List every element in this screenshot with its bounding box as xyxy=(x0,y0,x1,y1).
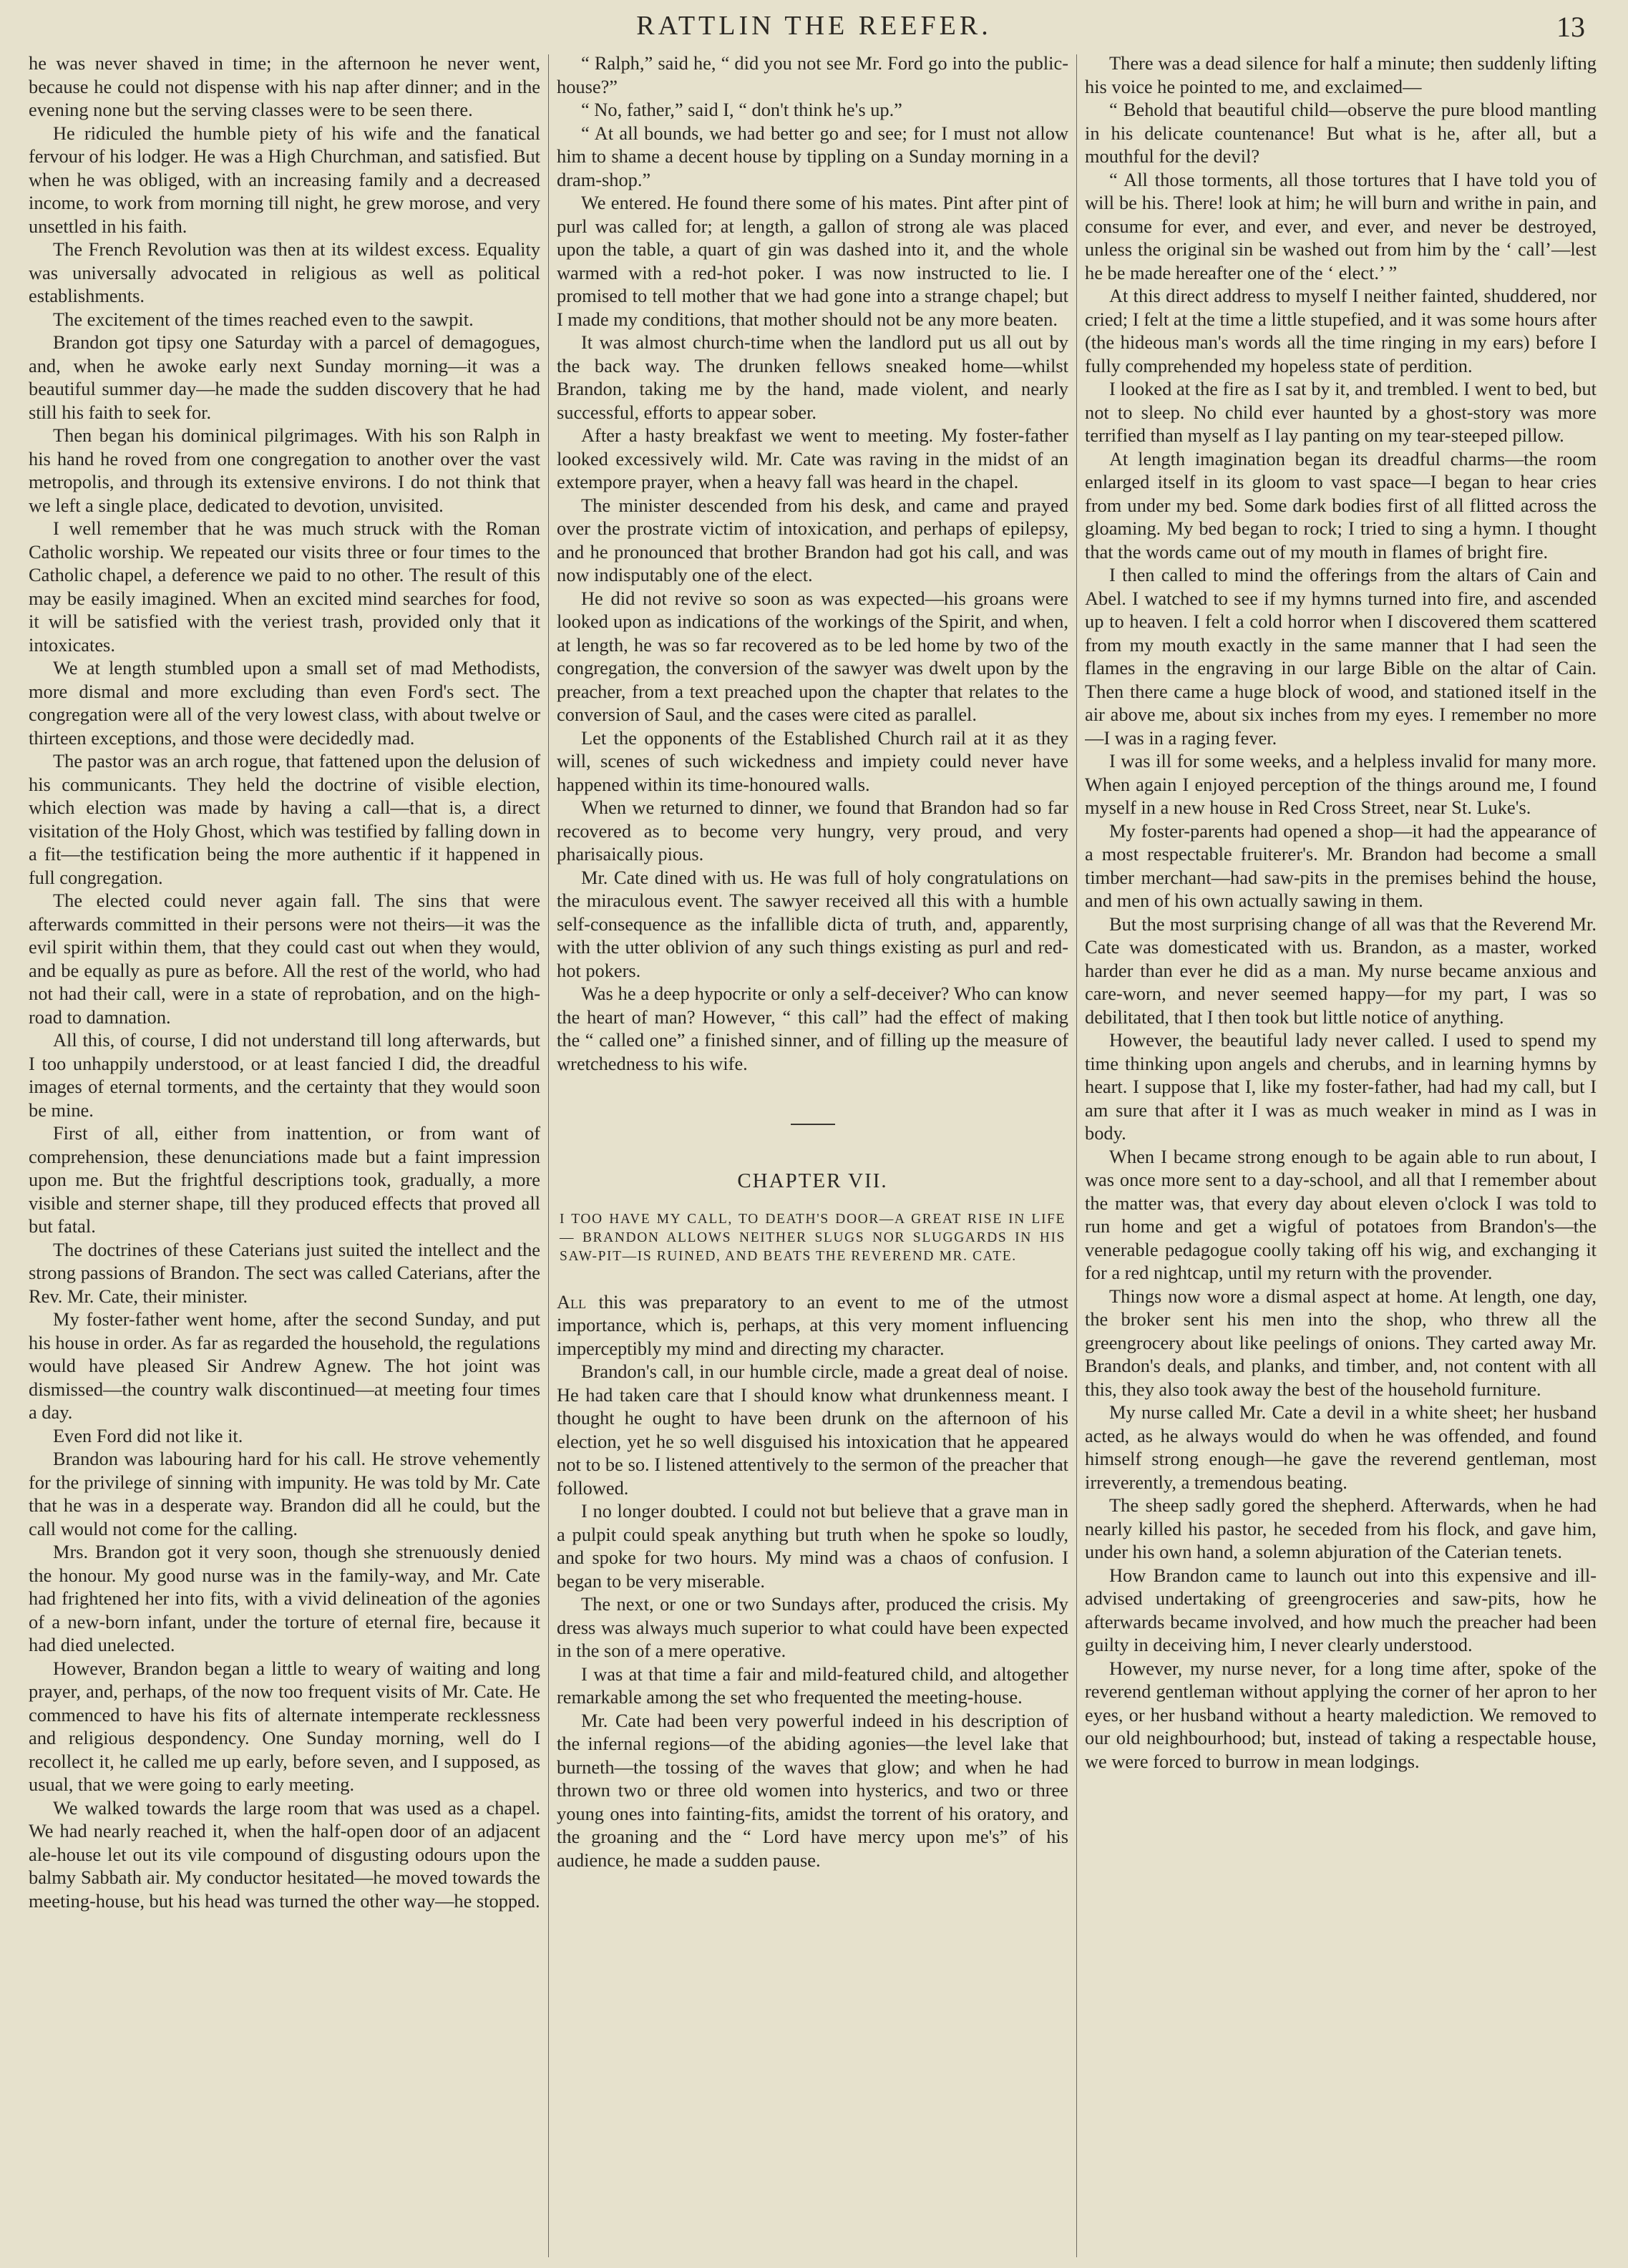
paragraph: The doctrines of these Caterians just suited the intellect and the strong passions of Brandon. The sect was called Caterians, after the Rev. Mr. Cate, their minister. xyxy=(29,1238,540,1307)
paragraph: He did not revive so soon as was expected—his groans were looked upon as indications of the workings of the Spirit, and when, at length, he was so far recovered as to be led home by two of the congregation, the conversion of the sawyer was dwelt upon by the preacher, from a text preached upon the chapter that relates to the conversion of Saul, and the cases were cited as parallel. xyxy=(557,587,1068,725)
paragraph: However, the beautiful lady never called. I used to spend my time thinking upon angels and cherubs, and in learning hymns by heart. I suppose that I, like my foster-father, had had my call, but I am sure that after it I was as much weaker in mind as I was in body. xyxy=(1085,1029,1597,1144)
paragraph: My foster-father went home, after the second Sunday, and put his house in order. As far as regarded the household, the regulations would have pleased Sir Andrew Agnew. The hot joint was dismissed—the country walk discontinued—at meeting four times a day. xyxy=(29,1308,540,1423)
paragraph: “ Ralph,” said he, “ did you not see Mr. Ford go into the public-house?” xyxy=(557,52,1068,97)
paragraph: When we returned to dinner, we found that Brandon had so far recovered as to become very hungry, very proud, and very pharisaically pious. xyxy=(557,797,1068,865)
column-middle-text-before xyxy=(557,52,1068,1075)
running-title: RATTLIN THE REEFER. xyxy=(636,11,992,41)
chapter-opening-paragraph xyxy=(557,1290,1068,1361)
paragraph: At this direct address to myself I neither fainted, shuddered, nor cried; I felt at the time a little stupefied, and it was some hours after (the hideous man's words all the time ringing in my ears) before I fully comprehended my hopeless state of perdition. xyxy=(1085,285,1597,376)
paragraph: Mr. Cate had been very powerful indeed in his description of the infernal regions—of the abiding agonies—the level lake that burneth—the tossing of the waves that glow; and when he had thrown two or three old women into hysterics, and two or three young ones into fainting-fits, amidst the torrent of his oratory, and the groaning and the “ Lord have mercy upon me's” of his audience, he made a sudden pause. xyxy=(557,1709,1068,1871)
paragraph: The elected could never again fall. The sins that were afterwards committed in their persons were not theirs—it was the evil spirit within them, that they could cast out when they would, and be equally as pure as before. All the rest of the world, who had not had their call, were in a state of reprobation, and on the high-road to damnation. xyxy=(29,890,540,1028)
paragraph: “ At all bounds, we had better go and see; for I must not allow him to shame a decent house by tippling on a Sunday morning in a dram-shop.” xyxy=(557,122,1068,190)
paragraph: First of all, either from inattention, or from want of comprehension, these denunciations made but a faint impression upon me. But the frightful descriptions took, gradually, a more visible and sterner shape, till they produced effects that proved all but fatal. xyxy=(29,1122,540,1237)
column-middle-text-after xyxy=(557,1360,1068,1872)
paragraph: Mrs. Brandon got it very soon, though she strenuously denied the honour. My good nurse was in the family-way, and Mr. Cate had frightened her into fits, with a vivid delineation of the agonies of a new-born infant, under the torture of eternal fire, because it had died unelected. xyxy=(29,1541,540,1655)
paragraph: Mr. Cate dined with us. He was full of holy congratulations on the miraculous event. The sawyer received all this with a humble self-consequence as the infallible dicta of truth, and, apparently, with the utter oblivion of any such things existing as purl and red-hot pokers. xyxy=(557,866,1068,981)
paragraph: The next, or one or two Sundays after, produced the crisis. My dress was always much superior to what could have been expected in the son of a mere operative. xyxy=(557,1593,1068,1661)
column-rule xyxy=(548,54,549,2257)
paragraph: After a hasty breakfast we went to meeting. My foster-father looked excessively wild. Mr. Cate was raving in the midst of an extempore prayer, when a heavy fall was heard in the chapel. xyxy=(557,424,1068,492)
page-header xyxy=(29,10,1599,44)
paragraph: The minister descended from his desk, and came and prayed over the prostrate victim of intoxication, and perhaps of epilepsy, and he pronounced that brother Brandon had got his call, and was now indisputably one of the elect. xyxy=(557,494,1068,585)
paragraph: Was he a deep hypocrite or only a self-deceiver? Who can know the heart of man? However, “ this call” had the effect of making the “ called one” a finished sinner, and of filling up the measure of wretchedness to his wife. xyxy=(557,983,1068,1074)
paragraph: But the most surprising change of all was that the Reverend Mr. Cate was domesticated with us. Brandon, as a master, worked harder than ever he did as a man. My nurse became anxious and care-worn, and never seemed happy—for my part, I was so debilitated, that I then took but little notice of anything. xyxy=(1085,912,1597,1028)
paragraph: However, my nurse never, for a long time after, spoke of the reverend gentleman without applying the corner of her apron to her eyes, or her husband without a hearty malediction. We removed to our old neighbourhood; but, instead of taking a respectable house, we were forced to burrow in mean lodgings. xyxy=(1085,1657,1597,1772)
paragraph: “ No, father,” said I, “ don't think he's up.” xyxy=(581,99,902,120)
column-rule xyxy=(1076,54,1077,2257)
column-left xyxy=(29,52,540,2256)
paragraph: Brandon was labouring hard for his call. He strove vehemently for the privilege of sinning with impunity. He was told by Mr. Cate that he was in a desperate way. Brandon did all he could, but the call would not come for the calling. xyxy=(29,1448,540,1539)
paragraph: At length imagination began its dreadful charms—the room enlarged itself in its gloom to vast space—I began to hear cries from under my bed. Some dark bodies first of all flitted across the gloaming. My bed began to rock; I tried to sing a hymn. I thought that the words came out of my mouth in flames of bright fire. xyxy=(1085,447,1597,563)
column-right xyxy=(1085,52,1597,2256)
paragraph: Things now wore a dismal aspect at home. At length, one day, the broker sent his men into the shop, who threw all the greengrocery about like peelings of onions. They carted away Mr. Brandon's deals, and planks, and timber, and, not content with all this, they also took away the best of the household furniture. xyxy=(1085,1285,1597,1400)
paragraph: We entered. He found there some of his mates. Pint after pint of purl was called for; at length, a gallon of strong ale was placed upon the table, a quart of gin was dashed into it, and the whole warmed with a red-hot poker. I was now instructed to lie. I promised to tell mother that we had gone into a strange chapel; but I made my conditions, that mother should not be any more beaten. xyxy=(557,192,1068,330)
paragraph: My foster-parents had opened a shop—it had the appearance of a most respectable fruiterer's. Mr. Brandon had become a small timber merchant—had saw-pits in the premises behind the house, and men of his own actually sawing in them. xyxy=(1085,819,1597,911)
paragraph: I well remember that he was much struck with the Roman Catholic worship. We repeated our visits three or four times to the Catholic chapel, a deference we paid to no other. The result of this may be easily imagined. When an excited mind searches for food, it will be satisfied with the veriest trash, provided only that it intoxicates. xyxy=(29,517,540,656)
paragraph: Let the opponents of the Established Church rail at it as they will, scenes of such wickedness and impiety could never have happened within its time-honoured walls. xyxy=(557,726,1068,795)
paragraph: The pastor was an arch rogue, that fattened upon the delusion of his communicants. They held the doctrine of visible election, which election was made by having a call—that is, a direct visitation of the Holy Ghost, which was testified by falling down in a fit—the testification being the more authentic if it happened in full congregation. xyxy=(29,750,540,888)
paragraph: I was at that time a fair and mild-featured child, and altogether remarkable among the set who frequented the meeting-house. xyxy=(557,1663,1068,1708)
paragraph: I no longer doubted. I could not but believe that a grave man in a pulpit could speak anything but truth when he spoke so loudly, and spoke for two hours. My mind was a chaos of confusion. I began to be very miserable. xyxy=(557,1500,1068,1592)
paragraph: The sheep sadly gored the shepherd. Afterwards, when he had nearly killed his pastor, he seceded from his flock, and gave him, under his own hand, a solemn abjuration of the Caterian tenets. xyxy=(1085,1494,1597,1562)
paragraph: “ Behold that beautiful child—observe the pure blood mantling in his delicate countenance! But what is he, after all, but a mouthful for the devil? xyxy=(1085,99,1597,167)
paragraph: We at length stumbled upon a small set of mad Methodists, more dismal and more excluding than even Ford's sect. The congregation were all of the very lowest class, with about twelve or thirteen exceptions, and those were decidedly mad. xyxy=(29,657,540,749)
paragraph: “ All those torments, all those tortures that I have told you of will be his. There! look at him; he will burn and writhe in pain, and consume for ever, and ever, and ever, and never be destroyed, unless the original sin be washed out from him by the ‘ call’—lest he be made hereafter one of the ‘ elect.’ ” xyxy=(1085,168,1597,283)
section-divider xyxy=(791,1124,835,1125)
chapter-title: CHAPTER VII. xyxy=(737,1169,888,1192)
paragraph: The excitement of the times reached even to the sawpit. xyxy=(53,308,474,330)
paragraph: I then called to mind the offerings from the altars of Cain and Abel. I watched to see if my hymns turned into fire, and ascended up to heaven. I felt a cold horror when I discovered them scattered from my mouth exactly in the same manner that I had seen the flames in the engraving in our large Bible on the altar of Cain. Then there came a huge block of wood, and stationed itself in the air above me, about six inches from my eyes. I remember no more—I was in a raging fever. xyxy=(1085,564,1597,749)
paragraph: Brandon got tipsy one Saturday with a parcel of demagogues, and, when he awoke early next Sunday morning—it was a beautiful summer day—he made the sudden discovery that he had still his faith to seek for. xyxy=(29,331,540,423)
paragraph: The French Revolution was then at its wildest excess. Equality was universally advocated in religious as well as political establishments. xyxy=(29,238,540,306)
paragraph: How Brandon came to launch out into this expensive and ill-advised undertaking of greengroceries and saw-pits, how he afterwards became involved, and how much the preacher had been guilty in deceiving him, I never clearly understood. xyxy=(1085,1564,1597,1655)
paragraph: My nurse called Mr. Cate a devil in a white sheet; her husband acted, as he always would do when he was offended, and found himself strong enough—he gave the reverend gentleman, most irreverently, a tremendous beating. xyxy=(1085,1401,1597,1493)
paragraph: There was a dead silence for half a minute; then suddenly lifting his voice he pointed to me, and exclaimed— xyxy=(1085,52,1597,97)
chapter-summary: I TOO HAVE MY CALL, TO DEATH'S DOOR—A GREAT RISE IN LIFE — BRANDON ALLOWS NEITHER SLUGS NOR SLUGGARDS IN HIS SAW-PIT—IS RUINED, AND BEATS THE REVEREND MR. CATE. xyxy=(560,1211,1066,1264)
paragraph: However, Brandon began a little to weary of waiting and long prayer, and, perhaps, of the now too frequent visits of Mr. Cate. He commenced to have his fits of alternate intemperate recklessness and religious despondency. One Sunday morning, well do I recollect it, he called me up early, before seven, and I supposed, as usual, that we were going to early meeting. xyxy=(29,1657,540,1795)
chapter-opening-text: this was preparatory to an event to me of the utmost importance, which is, perhaps, at this very moment influencing imperceptibly my mind and directing my character. xyxy=(557,1290,1068,1359)
paragraph: He ridiculed the humble piety of his wife and the fanatical fervour of his lodger. He was a High Churchman, and satisfied. But when he was obliged, with an increasing family and a decreased income, to work from morning till night, he grew morose, and very unsettled in his faith. xyxy=(29,122,540,237)
paragraph: We walked towards the large room that was used as a chapel. We had nearly reached it, when the half-open door of an adjacent ale-house let out its vile compound of disgusting odours upon the balmy Sabbath air. My conductor hesitated—he moved towards the meeting-house, but his head was turned the other way—he stopped. xyxy=(29,1796,540,1912)
page-number: 13 xyxy=(1556,11,1585,43)
chapter-first-word: All xyxy=(557,1290,587,1313)
column-middle xyxy=(557,52,1068,2256)
paragraph: All this, of course, I did not understand till long afterwards, but I too unhappily understood, or at least fancied I did, the dreadful images of eternal torments, and the certainty that they would soon be mine. xyxy=(29,1029,540,1121)
paragraph: It was almost church-time when the landlord put us all out by the back way. The drunken fellows sneaked home—whilst Brandon, taking me by the hand, made violent, and nearly successful, efforts to appear sober. xyxy=(557,331,1068,423)
paragraph: I was ill for some weeks, and a helpless invalid for many more. When again I enjoyed perception of the things around me, I found myself in a new house in Red Cross Street, near St. Luke's. xyxy=(1085,750,1597,818)
paragraph: he was never shaved in time; in the afternoon he never went, because he could not dispense with his nap after dinner; and in the evening none but the serving classes were to be seen there. xyxy=(29,52,540,120)
paragraph: When I became strong enough to be again able to run about, I was once more sent to a day-school, and all that I remember about the matter was, that every day about eleven o'clock I was told to run home and get a wigful of potatoes from Brandon's—the venerable pedagogue coolly taking off his wig, and exchanging it for a red nightcap, until my return with the provender. xyxy=(1085,1145,1597,1283)
paragraph: Then began his dominical pilgrimages. With his son Ralph in his hand he roved from one congregation to another over the vast metropolis, and through its extensive environs. I do not think that we left a single place, dedicated to devotion, unvisited. xyxy=(29,424,540,516)
paragraph: I looked at the fire as I sat by it, and trembled. I went to bed, but not to sleep. No child ever haunted by a ghost-story was more terrified than myself as I lay panting on my tear-steeped pillow. xyxy=(1085,378,1597,446)
paragraph: Even Ford did not like it. xyxy=(53,1424,243,1446)
paragraph: Brandon's call, in our humble circle, made a great deal of noise. He had taken care that I should know what drunkenness meant. I thought he ought to have been drunk on the afternoon of his election, yet he so well disguised his intoxication that he appeared not to be so. I listened attentively to the sermon of the preacher that followed. xyxy=(557,1361,1068,1499)
